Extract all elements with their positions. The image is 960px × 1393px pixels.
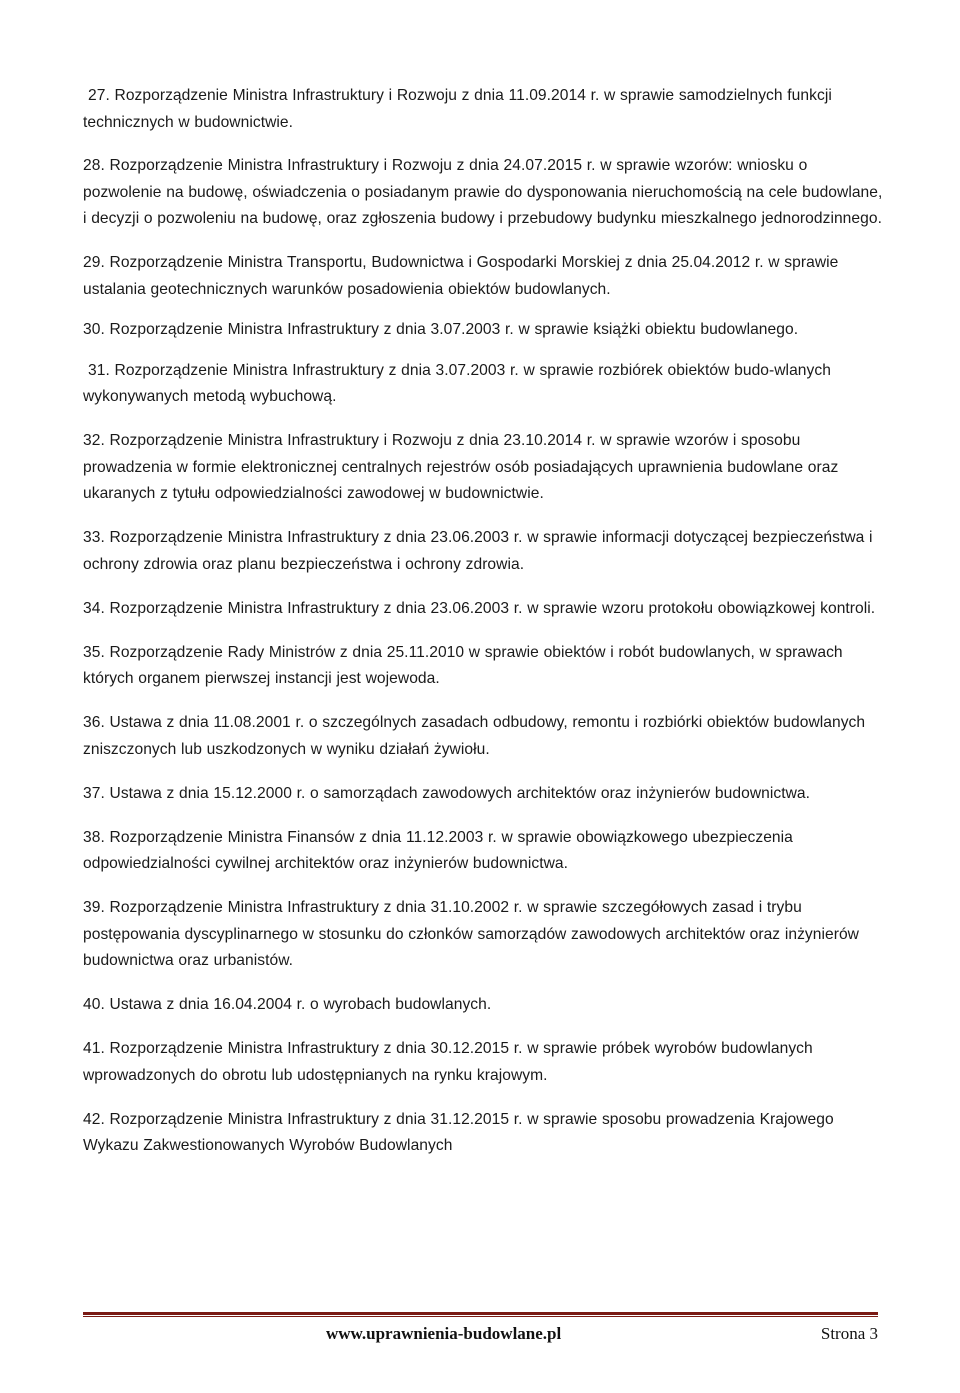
list-item: 38. Rozporządzenie Ministra Finansów z dnia 11.12.2003 r. w sprawie obowiązkowego ubezpieczenia odpowiedzialności cywilnej architektów oraz inżynierów budownictwa. [83,828,793,872]
list-item: 41. Rozporządzenie Ministra Infrastruktury z dnia 30.12.2015 r. w sprawie próbek wyrobów budowlanych wprowadzonych do obrotu lub udostępnianych na rynku krajowym. [83,1040,813,1084]
list-item: 29. Rozporządzenie Ministra Transportu, Budownictwa i Gospodarki Morskiej z dnia 25.04.2012 r. w sprawie ustalania geotechnicznych warunków posadowienia obiektów budowlanych. [83,254,839,298]
regulation-list [83,83,883,1177]
list-item: 28. Rozporządzenie Ministra Infrastruktury i Rozwoju z dnia 24.07.2015 r. w sprawie wzorów: wniosku o pozwolenie na budowę, oświadczenia o posiadanym prawie do dysponowania nieruchomością na cele budowlane, i decyzji o pozwoleniu na budowę, oraz zgłoszenia budowy i przebudowy budynku mieszkalnego jednorodzinnego. [83,157,883,227]
list-item: 40. Ustawa z dnia 16.04.2004 r. o wyrobach budowlanych. [83,996,492,1013]
list-item: 35. Rozporządzenie Rady Ministrów z dnia 25.11.2010 w sprawie obiektów i robót budowlanych, w sprawach których organem pierwszej instancji jest wojewoda. [83,643,843,687]
footer-divider-thin [83,1316,878,1317]
page-footer [83,1322,878,1348]
list-item: 39. Rozporządzenie Ministra Infrastruktury z dnia 31.10.2002 r. w sprawie szczegółowych zasad i trybu postępowania dyscyplinarnego w stosunku do członków samorządów zawodowych architektów oraz inżynierów budownictwa oraz urbanistów. [83,899,859,969]
list-item: 27. Rozporządzenie Ministra Infrastruktury i Rozwoju z dnia 11.09.2014 r. w sprawie samodzielnych funkcji technicznych w budownictwie. [83,87,832,131]
list-item: 34. Rozporządzenie Ministra Infrastruktury z dnia 23.06.2003 r. w sprawie wzoru protokołu obowiązkowej kontroli. [83,599,876,617]
list-item: 37. Ustawa z dnia 15.12.2000 r. o samorządach zawodowych architektów oraz inżynierów budownictwa. [83,784,811,802]
list-item: 32. Rozporządzenie Ministra Infrastruktury i Rozwoju z dnia 23.10.2014 r. w sprawie wzorów i sposobu prowadzenia w formie elektronicznej centralnych rejestrów osób posiadających uprawnienia budowlane oraz ukaranych z tytułu odpowiedzialności zawodowej w budownictwie. [83,432,839,502]
list-item: 42. Rozporządzenie Ministra Infrastruktury z dnia 31.12.2015 r. w sprawie sposobu prowadzenia Krajowego Wykazu Zakwestionowanych Wyrobów Budowlanych [83,1110,834,1154]
footer-url-link[interactable]: www.uprawnienia-budowlane.pl [326,1324,562,1343]
footer-divider [83,1312,878,1315]
list-item: 36. Ustawa z dnia 11.08.2001 r. o szczególnych zasadach odbudowy, remontu i rozbiórki obiektów budowlanych zniszczonych lub uszkodzonych w wyniku działań żywiołu. [83,714,866,758]
list-item: 31. Rozporządzenie Ministra Infrastruktury z dnia 3.07.2003 r. w sprawie rozbiórek obiektów budo-wlanych wykonywanych metodą wybuchową. [83,361,831,405]
list-item: 30. Rozporządzenie Ministra Infrastruktury z dnia 3.07.2003 r. w sprawie książki obiektu budowlanego. [83,321,799,338]
list-item: 33. Rozporządzenie Ministra Infrastruktury z dnia 23.06.2003 r. w sprawie informacji dotyczącej bezpieczeństwa i ochrony zdrowia oraz planu bezpieczeństwa i ochrony zdrowia. [83,529,873,573]
page-number: Strona 3 [820,1324,878,1343]
